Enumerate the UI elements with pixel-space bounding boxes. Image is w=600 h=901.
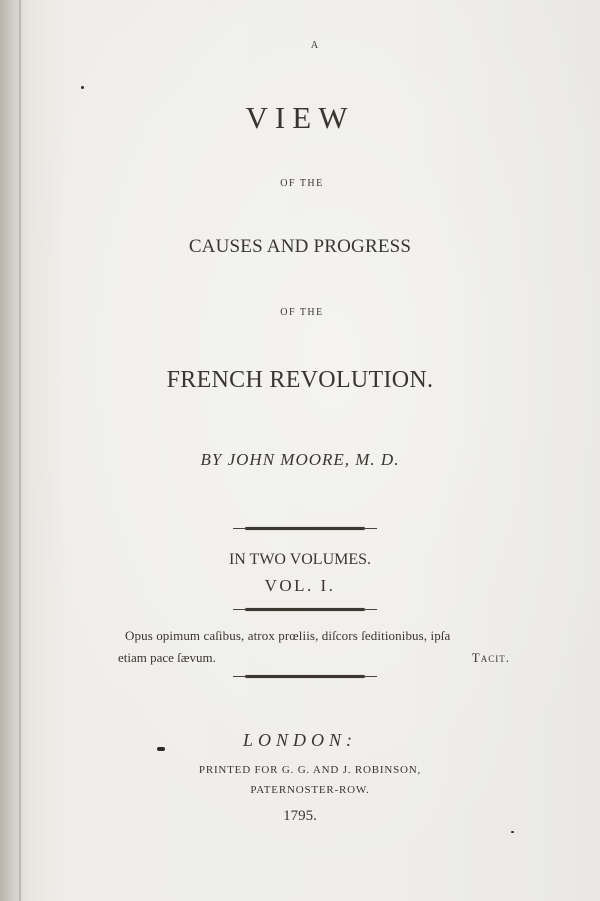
ink-speck bbox=[511, 831, 514, 833]
imprint-place: LONDON: bbox=[242, 730, 357, 750]
subtitle: CAUSES AND PROGRESS bbox=[188, 236, 412, 257]
ornamental-rule-1 bbox=[245, 527, 365, 530]
imprint-printer: PRINTED FOR G. G. AND J. ROBINSON, bbox=[198, 764, 422, 776]
ink-speck bbox=[157, 747, 165, 751]
ornamental-rule-2 bbox=[245, 608, 365, 611]
subject-title: FRENCH REVOLUTION. bbox=[166, 367, 434, 393]
epigraph-source: Tacit. bbox=[471, 650, 510, 665]
ornamental-rule-3 bbox=[245, 675, 365, 678]
volumes-note: IN TWO VOLUMES. bbox=[228, 551, 372, 568]
imprint-year: 1795. bbox=[283, 808, 317, 824]
imprint-address: PATERNOSTER-ROW. bbox=[250, 784, 370, 796]
connector-of-the-1: OF THE bbox=[280, 178, 324, 189]
ink-speck bbox=[81, 86, 84, 89]
connector-of-the-2: OF THE bbox=[280, 307, 324, 318]
volume-number: VOL. I. bbox=[264, 576, 336, 595]
title-article: A bbox=[310, 40, 320, 51]
page-fold bbox=[19, 0, 21, 901]
epigraph-line-2: etiam pace ſævum. bbox=[118, 650, 216, 665]
author-line: BY JOHN MOORE, M. D. bbox=[200, 450, 400, 469]
epigraph-line-1: Opus opimum caſibus, atrox prœliis, diſcors ſeditionibus, ipſa bbox=[125, 628, 451, 643]
title-main: VIEW bbox=[245, 100, 355, 135]
